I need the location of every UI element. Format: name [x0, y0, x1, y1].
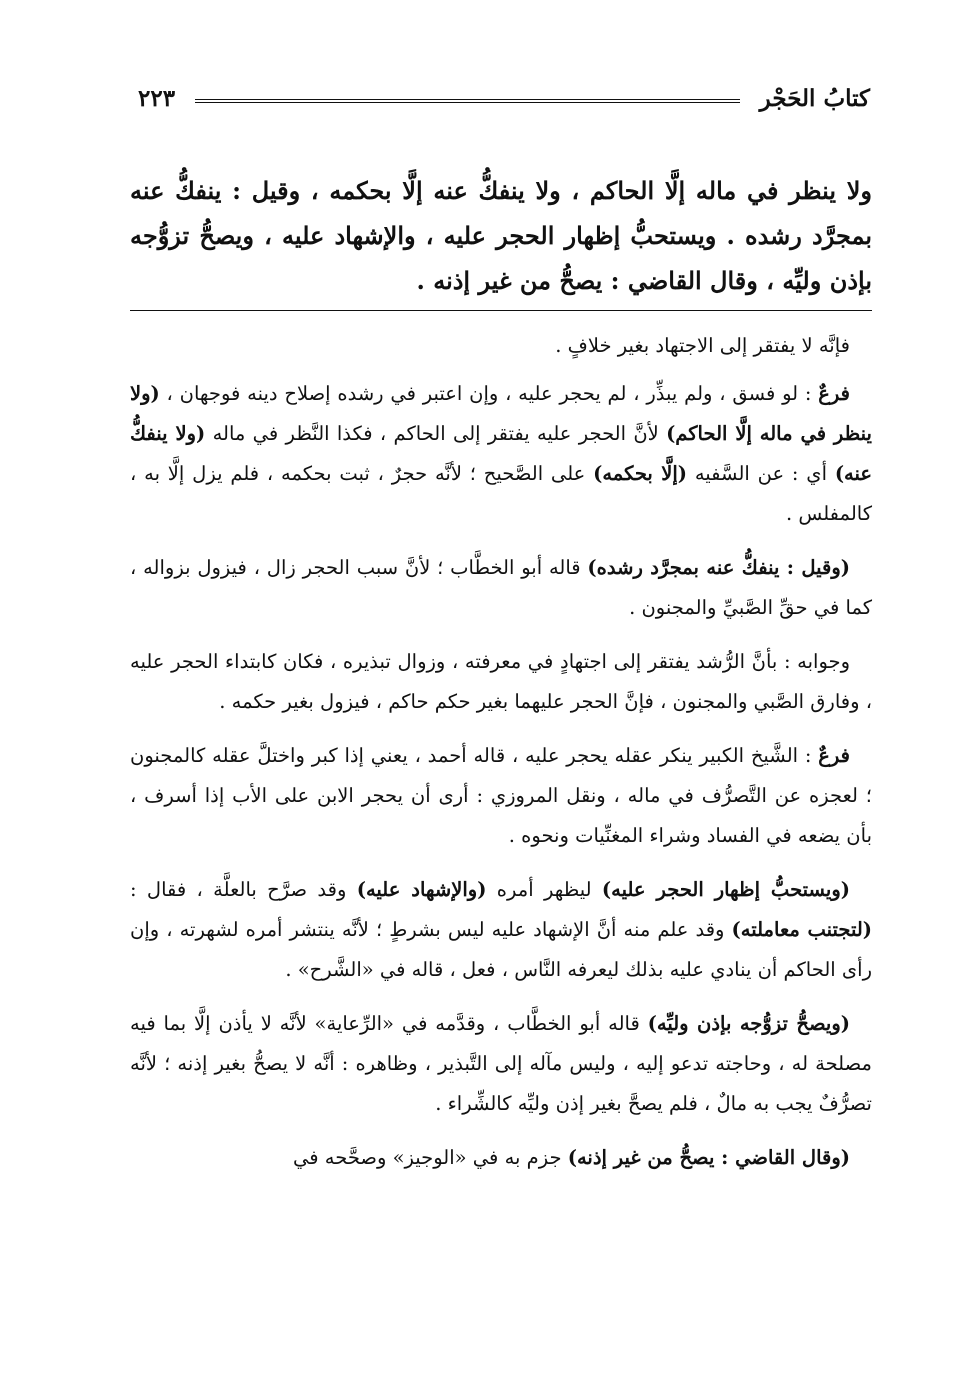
- matn-quote: (ويستحبُّ إظهار الحجر عليه): [601, 878, 851, 901]
- commentary-paragraph: (وقيل : ينفكُّ عنه بمجرَّد رشده) قاله أبو الخطَّاب ؛ لأنَّ سبب الحجر زال ، فيزول بزواله ، كما في حقِّ الصَّبيِّ والمجنون .: [130, 556, 872, 619]
- matn-quote: (وقيل : ينفكُّ عنه بمجرَّد رشده): [587, 556, 850, 579]
- matn-quote: (والإشهاد عليه): [356, 878, 487, 901]
- commentary-paragraph: فرعٌ : لو فسق ، ولم يبذِّر ، لم يحجر عليه ، وإن اعتبر في رشده إصلاح دينه فوجهان ، (ولا ينظر في ماله إلَّا الحاكم) لأنَّ الحجر عليه يفتقر إلى الحاكم ، فكذا النَّظر في ماله (ولا ينفكُّ عنه) أي : عن السَّفيه (إلَّا بحكمه) على الصَّحيح ؛ لأنَّه حجرٌ ، ثبت بحكمه ، فلم يزل إلَّا به ، كالمفلس .: [130, 382, 873, 525]
- matn-quote: (لتجتنب معاملته): [731, 918, 872, 941]
- matn-quote: (ويصحُّ تزوُّجه بإذن وليِّه): [647, 1012, 850, 1035]
- commentary-paragraph: (ويستحبُّ إظهار الحجر عليه) ليظهر أمره (والإشهاد عليه) وقد صرَّح بالعلَّة ، فقال : (لتجتنب معاملته) وقد علم منه أنَّ الإشهاد عليه ليس بشرطٍ ؛ لأنَّه ينتشر أمره لشهرته ، وإن رأى الحاكم أن ينادي عليه بذلك ليعرفه النَّاس ، فعل ، قاله في «الشَّرح» .: [130, 878, 872, 981]
- running-header: [138, 78, 870, 118]
- page-number: ٢٢٣: [138, 84, 176, 112]
- matn-quote: (ولا ينفكُّ عنه): [130, 422, 873, 485]
- commentary-paragraph: (ويصحُّ تزوُّجه بإذن وليِّه) قاله أبو الخطَّاب ، وقدَّمه في «الرِّعاية» لأنَّه لا يأذن إلَّا بما فيه مصلحة له ، وحاجته تدعو إليه ، وليس مآله إلى التَّبذير ، وظاهره : أنَّه لا يصحُّ بغير إذنه ؛ لأنَّه تصرُّفٌ يجب به مالٌ ، فلم يصحَّ بغير إذن وليِّه كالشِّراء .: [130, 1012, 872, 1115]
- commentary: [130, 326, 872, 1192]
- commentary-paragraph: (وقال القاضي : يصحُّ من غير إذنه) جزم به في «الوجيز» وصحَّحه في: [293, 1146, 850, 1169]
- matn-text: ولا ينظر في ماله إلَّا الحاكم ، ولا ينفكُّ عنه إلَّا بحكمه ، وقيل : ينفكُّ عنه بمجرَّد رشده . ويستحبُّ إظهار الحجر عليه ، والإشهاد عليه ، ويصحُّ تزوُّجه بإذن وليِّه ، وقال القاضي : يصحُّ من غير إذنه .: [130, 176, 872, 295]
- commentary-paragraph: فرعٌ : الشَّيخ الكبير ينكر عقله يحجر عليه ، قاله أحمد ، يعني إذا كبر واختلَّ عقله كالمجنون ؛ لعجزه عن التَّصرُّف في ماله ، ونقل المروزي : أرى أن يحجر الابن على الأب إذا أسرف ، بأن يضعه في الفساد وشراء المغنِّيات ونحوه .: [130, 744, 872, 847]
- matn-separator: [130, 310, 872, 311]
- matn-quote: (ولا ينظر في ماله إلَّا الحاكم): [130, 382, 872, 445]
- commentary-paragraph: فإنَّه لا يفتقر إلى الاجتهاد بغير خلافٍ .: [555, 334, 850, 357]
- matn-quote: (إلَّا بحكمه): [593, 462, 688, 485]
- far-heading: فرعٌ: [818, 382, 850, 405]
- header-rule: [195, 99, 740, 103]
- book-title: كتابُ الحَجْر: [759, 84, 870, 112]
- far-heading: فرعٌ: [818, 744, 850, 767]
- matn-quote: (وقال القاضي : يصحُّ من غير إذنه): [567, 1146, 850, 1169]
- commentary-paragraph: وجوابه : بأنَّ الرُّشد يفتقر إلى اجتهادٍ في معرفته ، وزوال تبذيره ، فكان كابتداء الحجر عليه ، وفارق الصَّبي والمجنون ، فإنَّ الحجر عليهما بغير حكم حاكم ، فيزول بغير حكمه .: [130, 650, 872, 713]
